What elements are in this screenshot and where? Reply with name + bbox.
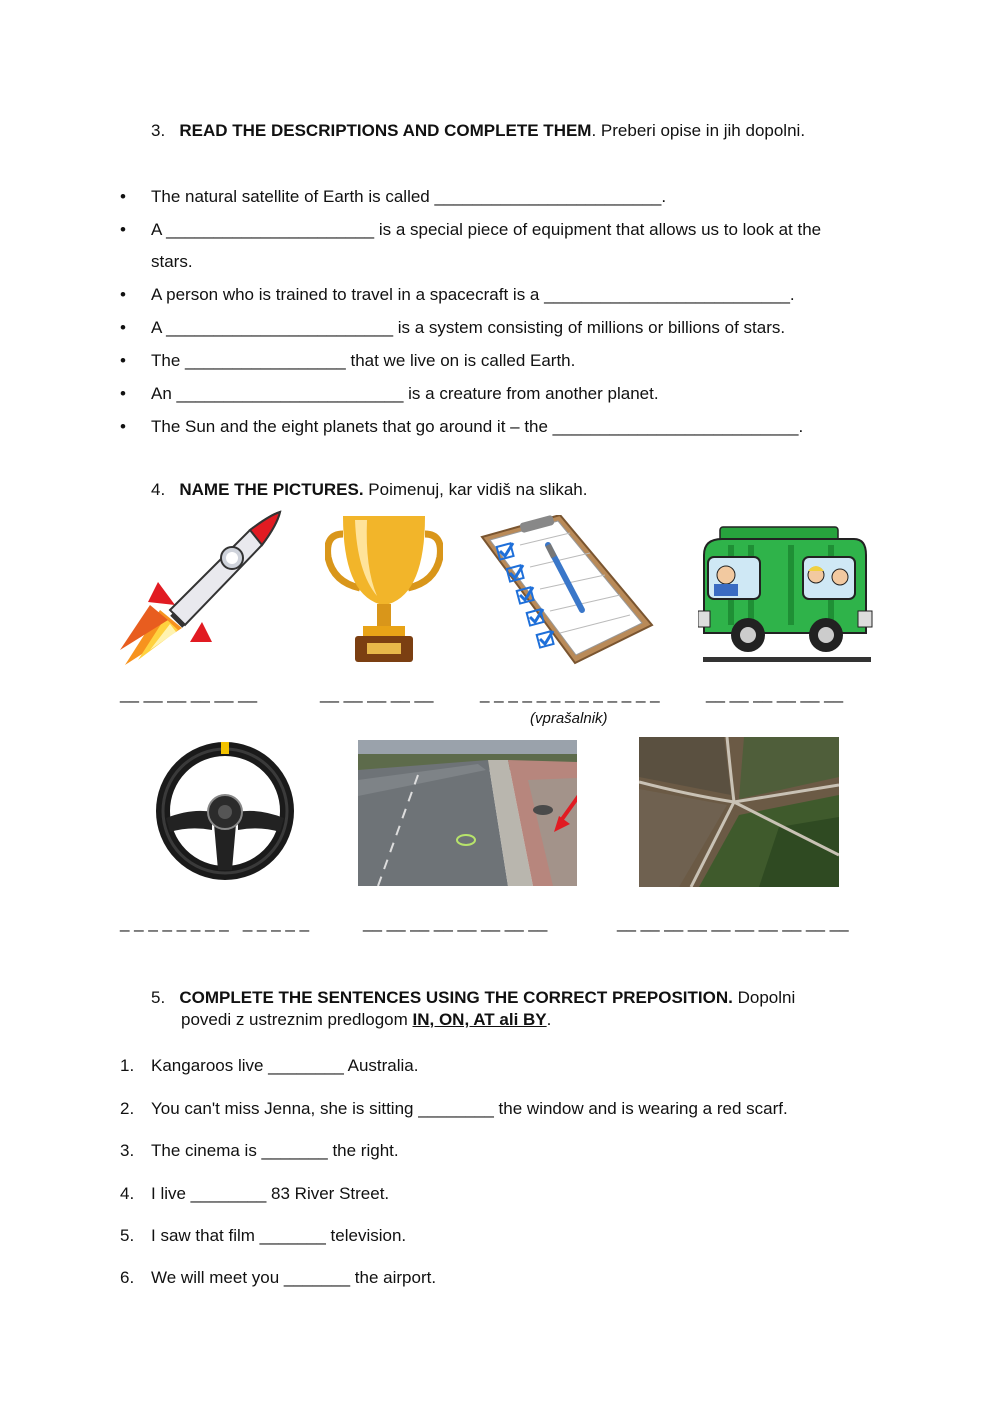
camper-van-picture xyxy=(698,525,873,665)
answer-blank-rocket: __ __ __ __ __ __ xyxy=(120,684,258,703)
answer-blank-trophy: __ __ __ __ __ xyxy=(320,684,434,703)
ex4-title: NAME THE PICTURES. xyxy=(179,480,364,499)
hint-questionnaire: (vprašalnik) xyxy=(530,710,608,727)
answer-blank-crossroads: __ __ __ __ __ __ __ __ __ __ xyxy=(617,913,849,932)
steering-wheel-picture xyxy=(152,740,298,882)
prepositions-list: IN, ON, AT ali BY xyxy=(412,1010,547,1029)
ex5-item-2: 2. You can't miss Jenna, she is sitting ________ the window and is wearing a red scarf. xyxy=(120,1099,788,1118)
ex5-item-6: 6. We will meet you _______ the airport. xyxy=(120,1268,437,1287)
pavement-picture xyxy=(358,740,577,886)
answer-blank-steering-wheel: _ _ _ _ _ _ _ _ _ _ _ _ _ xyxy=(120,913,310,932)
ex3-subtitle: . Preberi opise in jih dopolni. xyxy=(591,121,806,140)
ex5-number: 5. xyxy=(151,988,166,1007)
questionnaire-picture xyxy=(480,515,655,670)
ex4-heading xyxy=(151,480,587,500)
ex5-subtitle: Dopolni xyxy=(732,988,796,1007)
ex3-heading xyxy=(151,121,805,141)
ex5-item-1: 1. Kangaroos live ________ Australia. xyxy=(120,1056,419,1075)
rocket-picture xyxy=(120,510,285,668)
ex5-item-4: 4. I live ________ 83 River Street. xyxy=(120,1184,390,1203)
answer-blank-pavement: __ __ __ __ __ __ __ __ xyxy=(363,913,548,932)
ex5-item-5: 5. I saw that film _______ television. xyxy=(120,1226,407,1245)
ex5-item-3: 3. The cinema is _______ the right. xyxy=(120,1141,399,1160)
ex5-heading xyxy=(151,988,795,1008)
answer-blank-questionnaire: _ _ _ _ _ _ _ _ _ _ _ _ _ xyxy=(480,684,660,703)
ex4-subtitle: Poimenuj, kar vidiš na slikah. xyxy=(363,480,588,499)
ex3-title: READ THE DESCRIPTIONS AND COMPLETE THEM xyxy=(179,121,592,140)
crossroads-picture xyxy=(639,737,839,887)
ex5-title: COMPLETE THE SENTENCES USING THE CORRECT PREPOSITION. xyxy=(179,988,733,1007)
ex4-number: 4. xyxy=(151,480,166,499)
ex3-number: 3. xyxy=(151,121,166,140)
trophy-picture xyxy=(325,512,443,667)
answer-blank-camper: __ __ __ __ __ __ xyxy=(706,684,844,703)
ex5-heading-line2: povedi z ustreznim predlogom IN, ON, AT ali BY. xyxy=(181,1010,552,1029)
